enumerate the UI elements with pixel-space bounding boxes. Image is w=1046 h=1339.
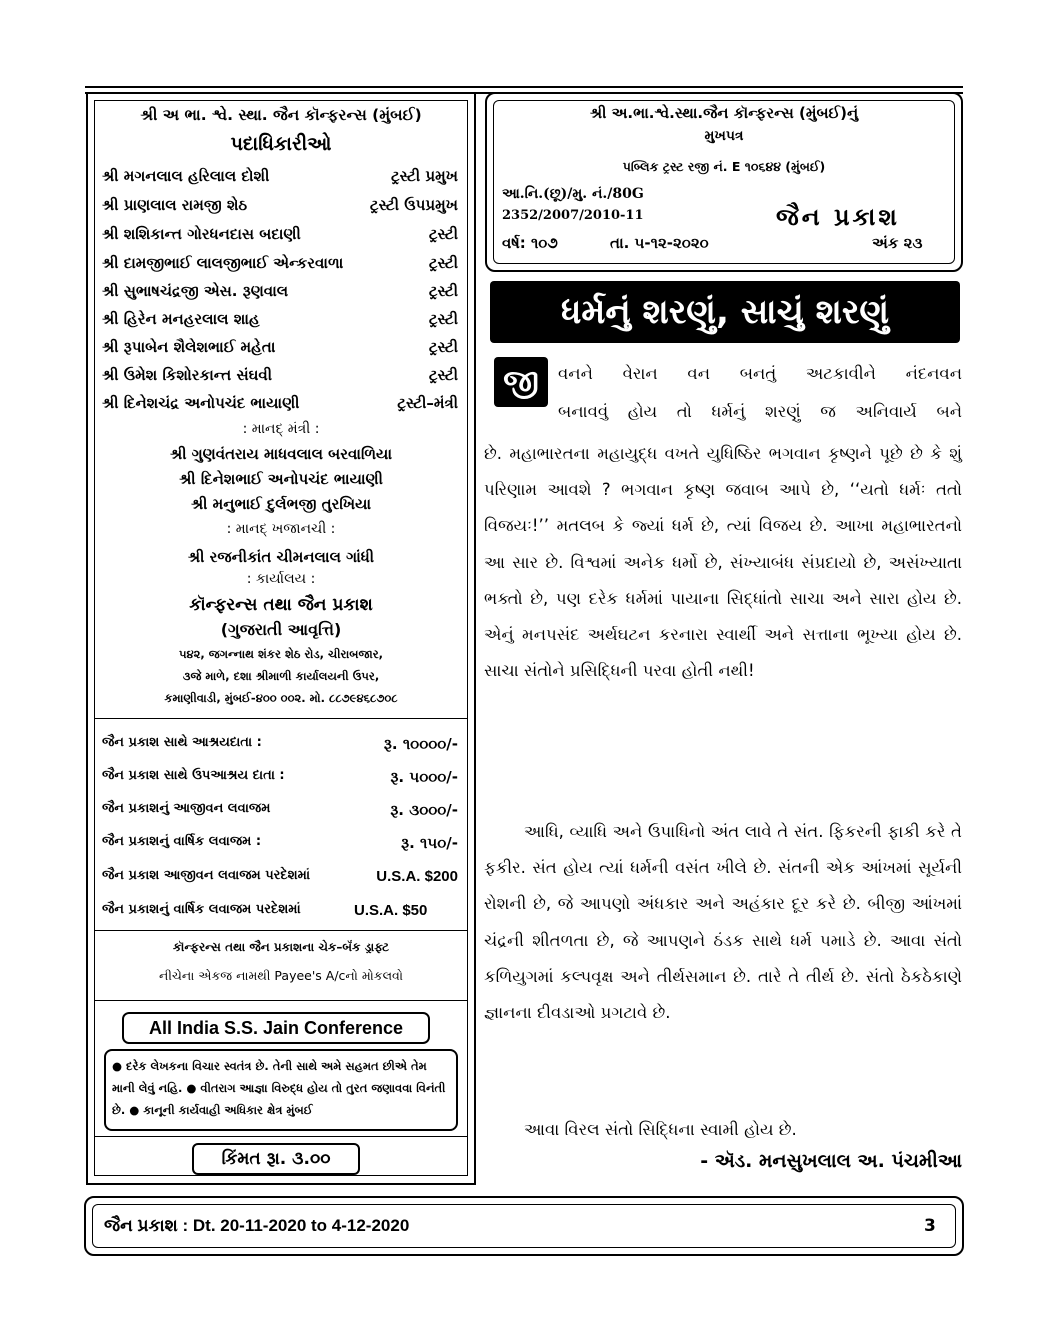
volume-year: વર્ષ: ૧૦૭ xyxy=(502,234,558,252)
officer-name: શ્રી દિનેશચંદ્ર અનોપચંદ ભાયાણી xyxy=(102,394,300,412)
secretary-name: શ્રી મનુભાઈ દુર્લભજી તુરખિયા xyxy=(190,495,372,513)
article-second-line: બનાવવું હોય તો ધર્મનું શરણું જ અનિવાર્ય બને xyxy=(558,402,962,421)
divider xyxy=(94,1136,468,1137)
officer-row xyxy=(102,310,458,328)
tariff-value: રૂ. ૧૦૦૦૦/- xyxy=(383,735,458,753)
footer-label: જૈન પ્રકાશ : Dt. 20-11-2020 to 4-12-2020 xyxy=(104,1216,410,1235)
tax-exemption: આ.નિ.(છૂ)/મુ. નં./80G xyxy=(502,186,644,202)
officer-name: શ્રી મગનલાલ હરિલાલ દોશી xyxy=(102,167,270,185)
tariff-row xyxy=(102,902,458,917)
divider xyxy=(94,930,468,931)
office-name: કૉન્ફરન્સ તથા જૈન પ્રકાશ xyxy=(189,595,373,615)
officer-name: શ્રી દામજીભાઈ લાલજીભાઈ એન્કરવાળા xyxy=(102,254,344,272)
officer-role: ટ્રસ્ટી xyxy=(428,282,458,300)
tariff-label: જૈન પ્રકાશ સાથે ઉપઆશ્રય દાતા : xyxy=(102,768,285,783)
tariff-label: જૈન પ્રકાશનું વાર્ષિક લવાજમ પરદેશમાં xyxy=(102,902,301,917)
officer-row xyxy=(102,167,458,185)
edition-label: (ગુજરાતી આવૃત્તિ) xyxy=(220,620,342,639)
officer-row xyxy=(102,282,458,300)
officer-name: શ્રી રૂપાબેન શૈલેશભાઈ મહેતા xyxy=(102,338,276,356)
issue-date: તા. ૫-૧૨-૨૦૨૦ xyxy=(610,234,709,252)
tariff-row xyxy=(102,868,458,883)
tariff-label: જૈન પ્રકાશનું આજીવન લવાજમ xyxy=(102,801,271,816)
officer-name: શ્રી પ્રાણલાલ રામજી શેઠ xyxy=(102,196,248,214)
officer-name: શ્રી હિરેન મનહરલાલ શાહ xyxy=(102,310,260,328)
officer-role: ટ્રસ્ટી xyxy=(428,254,458,272)
trust-registration: પબ્લિક ટ્રસ્ટ રજી નં. E ૧૦૬૪૪ (મુંબઈ) xyxy=(622,159,826,174)
officer-row xyxy=(102,225,458,243)
address-line: ૫૪૨, જગન્નાથ શંકર શેઠ રોડ, ચીરાબજાર, xyxy=(178,647,384,661)
paper-name: જૈન પ્રકાશ xyxy=(776,203,900,231)
article-paragraph: આવા વિરલ સંતો સિદ્ધિના સ્વામી હોય છે. xyxy=(524,1120,797,1139)
address-line: ૩જે માળે, દશા શ્રીમાળી કાર્યાલયની ઉપર, xyxy=(182,669,380,683)
article-first-line: વનને વેરાન વન બનતું અટકાવીને નંદનવન xyxy=(558,364,962,383)
article-body xyxy=(484,1112,962,1148)
tariff-value: રૂ. ૩૦૦૦/- xyxy=(390,801,458,819)
tariff-row xyxy=(102,768,458,786)
payee-name: All India S.S. Jain Conference xyxy=(122,1012,430,1044)
disclaimer-notice: ● દરેક લેખકના વિચાર સ્વતંત્ર છે. તેની સાથે અમે સહમત છીએ તેમ માની લેવું નહિ. ● વીતરાગ આજ્ઞા વિરુદ્ધ હોય તો તુરત જણાવવા વિનંતી છે. ● કાનૂની કાર્યવાહી અધિકાર ક્ષેત્ર મુંબઈ xyxy=(104,1049,458,1131)
tariff-value: U.S.A. $200 xyxy=(376,868,458,885)
cheque-note: કૉન્ફરન્સ તથા જૈન પ્રકાશના ચેક–બૅંક ડ્રાફ્ટ xyxy=(172,940,390,954)
tariff-row xyxy=(102,801,458,819)
tariff-row xyxy=(102,735,458,753)
tariff-label: જૈન પ્રકાશનું વાર્ષિક લવાજમ : xyxy=(102,834,262,849)
officer-name: શ્રી શશિકાન્ત ગોરધનદાસ બદાણી xyxy=(102,225,301,243)
officer-row xyxy=(102,196,458,214)
officer-role: ટ્રસ્ટી xyxy=(428,338,458,356)
divider xyxy=(94,1000,468,1001)
secretary-name: શ્રી ગુણવંતરાય માધવલાલ બરવાળિયા xyxy=(169,445,393,463)
hon-secretary-label: : માનદ્ મંત્રી : xyxy=(242,421,320,437)
tariff-row xyxy=(102,834,458,852)
masthead-line1: શ્રી અ.ભા.શ્વે.સ્થા.જૈન કૉન્ફરન્સ (મુંબઈ)નું xyxy=(589,104,859,122)
drop-cap: જી xyxy=(494,357,548,407)
masthead-line2: મુખપત્ર xyxy=(704,128,744,144)
secretary-name: શ્રી દિનેશભાઈ અનોપચંદ ભાયાણી xyxy=(179,470,383,488)
officer-row xyxy=(102,338,458,356)
article-body xyxy=(484,436,962,689)
article-body xyxy=(484,814,962,1031)
officer-row xyxy=(102,366,458,384)
officer-role: ટ્રસ્ટી xyxy=(428,225,458,243)
officer-role: ટ્રસ્ટી xyxy=(428,366,458,384)
article-paragraph: છે. મહાભારતના મહાયુદ્ધ વખતે યુધિષ્ઠિર ભગવાન કૃષ્ણને પૂછે છે કે શું પરિણામ આવશે ? ભગવાન કૃષ્ણ જવાબ આપે છે, ‘‘યતો ધર્મઃ તતો વિજયઃ!’’ મતલબ કે જ્યાં ધર્મ છે, ત્યાં વિજય છે. આખા મહાભારતનો આ સાર છે. વિશ્વમાં અનેક ધર્મો છે, સંખ્યાબંધ સંપ્રદાયો છે, અસંખ્યાતા ભક્તો છે, પણ દરેક ધર્મમાં પાયાના સિદ્ધાંતો સાચા અને સારા હોય છે. એનું મનપસંદ અર્થઘટન કરનારા સ્વાર્થી અને સત્તાના ભૂખ્યા હોય છે. સાચા સંતોને પ્રસિદ્ધિની પરવા હોતી નથી! xyxy=(484,444,962,681)
page-number: 3 xyxy=(924,1216,936,1236)
section-title: પદાધિકારીઓ xyxy=(230,133,332,155)
conference-header: શ્રી અ ભા. શ્વે. સ્થા. જૈન કૉન્ફરન્સ (મુંબઈ) xyxy=(140,106,422,124)
officer-row xyxy=(102,254,458,272)
divider xyxy=(94,718,468,719)
office-label: : કાર્યાલય : xyxy=(246,571,316,587)
tax-number: 2352/2007/2010-11 xyxy=(502,208,644,223)
officer-name: શ્રી ઉમેશ કિશોરકાન્ત સંઘવી xyxy=(102,366,273,384)
tariff-label: જૈન પ્રકાશ આજીવન લવાજમ પરદેશમાં xyxy=(102,868,311,883)
officer-name: શ્રી સુભાષચંદ્રજી એસ. રૂણવાલ xyxy=(102,282,289,300)
treasurer-label: : માનદ્ ખજાનચી : xyxy=(226,521,336,537)
officer-role: ટ્રસ્ટી ઉપપ્રમુખ xyxy=(369,196,458,214)
address-line: કમાણીવાડી, મુંબઈ-૪૦૦ ૦૦૨. મો. ૮૮૭૯૪૬૮૭૦૮ xyxy=(164,691,398,705)
officer-role: ટ્રસ્ટી xyxy=(428,310,458,328)
officer-row xyxy=(102,394,458,412)
treasurer-name: શ્રી રજનીકાંત ચીમનલાલ ગાંધી xyxy=(187,548,375,566)
tariff-value: U.S.A. $50 xyxy=(354,902,428,919)
tariff-value: રૂ. ૧૫૦/- xyxy=(401,834,458,852)
tariff-value: રૂ. ૫૦૦૦/- xyxy=(390,768,458,786)
issue-number: અંક ૨૩ xyxy=(872,234,923,252)
officer-role: ટ્રસ્ટી–મંત્રી xyxy=(397,394,458,412)
cheque-note: નીચેના એકજ નામથી Payee's A/cનો મોકલવો xyxy=(159,968,403,983)
article-author: - ઍડ. મનસુખલાલ અ. પંચમીઆ xyxy=(700,1150,962,1172)
article-paragraph: આધિ, વ્યાધિ અને ઉપાધિનો અંત લાવે તે સંત. ફિકરની ફાકી કરે તે ફકીર. સંત હોય ત્યાં ધર્મની વસંત ખીલે છે. સંતની એક આંખમાં સૂર્યની રોશની છે, જે આપણો અંધકાર અને અહંકાર દૂર કરે છે. બીજી આંખમાં ચંદ્રની શીતળતા છે, જે આપણને ઠંડક સાથે ધર્મ પમાડે છે. આવા સંતો કળિયુગમાં કલ્પવૃક્ષ અને તીર્થસમાન છે. તારે તે તીર્થ છે. સંતો ઠેકઠેકાણે જ્ઞાનના દીવડાઓ પ્રગટાવે છે. xyxy=(484,822,962,1023)
article-title: ધર્મનું શરણું, સાચું શરણું xyxy=(490,281,960,343)
tariff-label: જૈન પ્રકાશ સાથે આશ્રયદાતા : xyxy=(102,735,262,750)
officer-role: ટ્રસ્ટી પ્રમુખ xyxy=(390,167,458,185)
price-box: કિંમત રૂા. ૩.૦૦ xyxy=(192,1143,360,1175)
